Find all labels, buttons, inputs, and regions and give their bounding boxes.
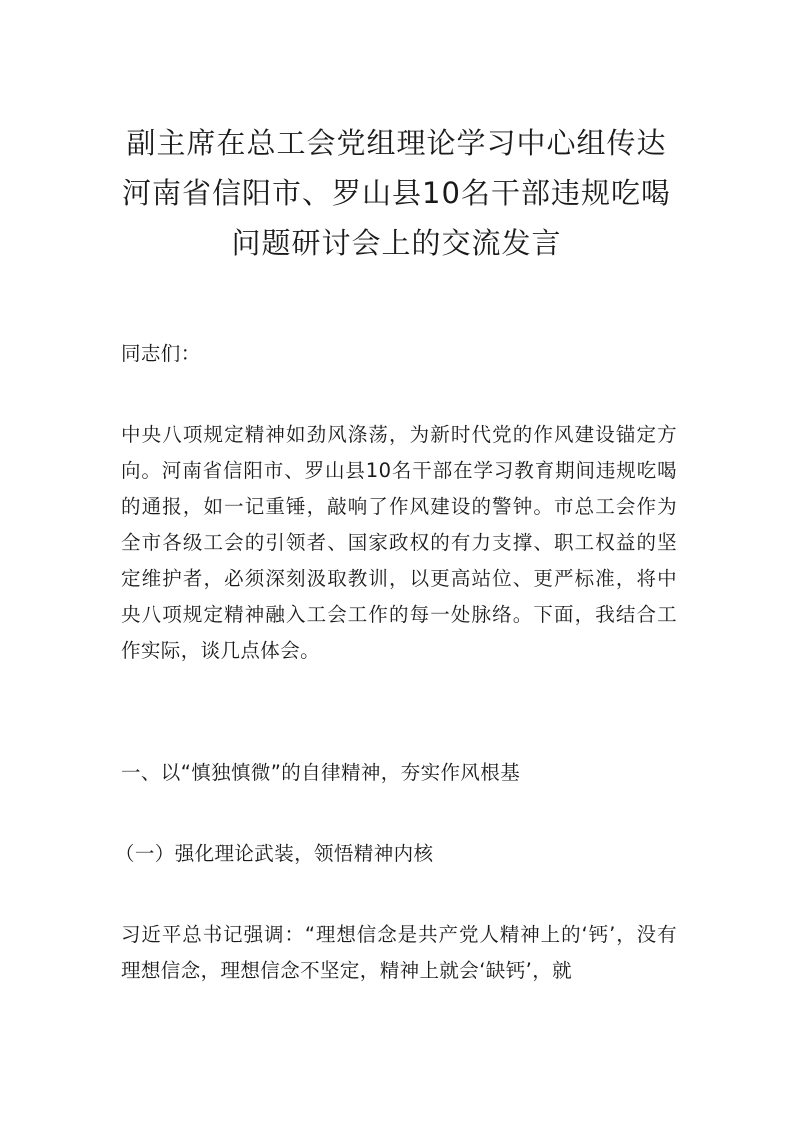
document-title [100,118,693,268]
paragraph-intro: 中央八项规定精神如劲风涤荡，为新时代党的作风建设锚定方向。河南省信阳市、罗山县10名干部在学习教育期间违规吃喝的通报，如一记重锤，敲响了作风建设的警钟。市总工会作为全市各级工会的引领者、国家政权的有力支撑、职工权益的坚定维护者，必须深刻汲取教训，以更高站位、更严标准，将中央八项规定精神融入工会工作的每一处脉络。下面，我结合工作实际，谈几点体会。 [121,423,677,662]
section-heading-1: 一、以“慎独慎微”的自律精神，夯实作风根基 [121,761,521,784]
subsection-heading-1: （一）强化理论武装，领悟精神内核 [115,842,434,865]
paragraph-quote: 习近平总书记强调：“理想信念是共产党人精神上的‘钙’，没有理想信念，理想信念不坚定，精神上就会‘缺钙’，就 [121,923,677,982]
title-line-3: 问题研讨会上的交流发言 [231,226,562,260]
title-line-2: 河南省信阳市、罗山县10名干部违规吃喝 [122,176,671,210]
salutation: 同志们： [121,342,201,365]
title-line-1: 副主席在总工会党组理论学习中心组传达 [126,126,667,160]
